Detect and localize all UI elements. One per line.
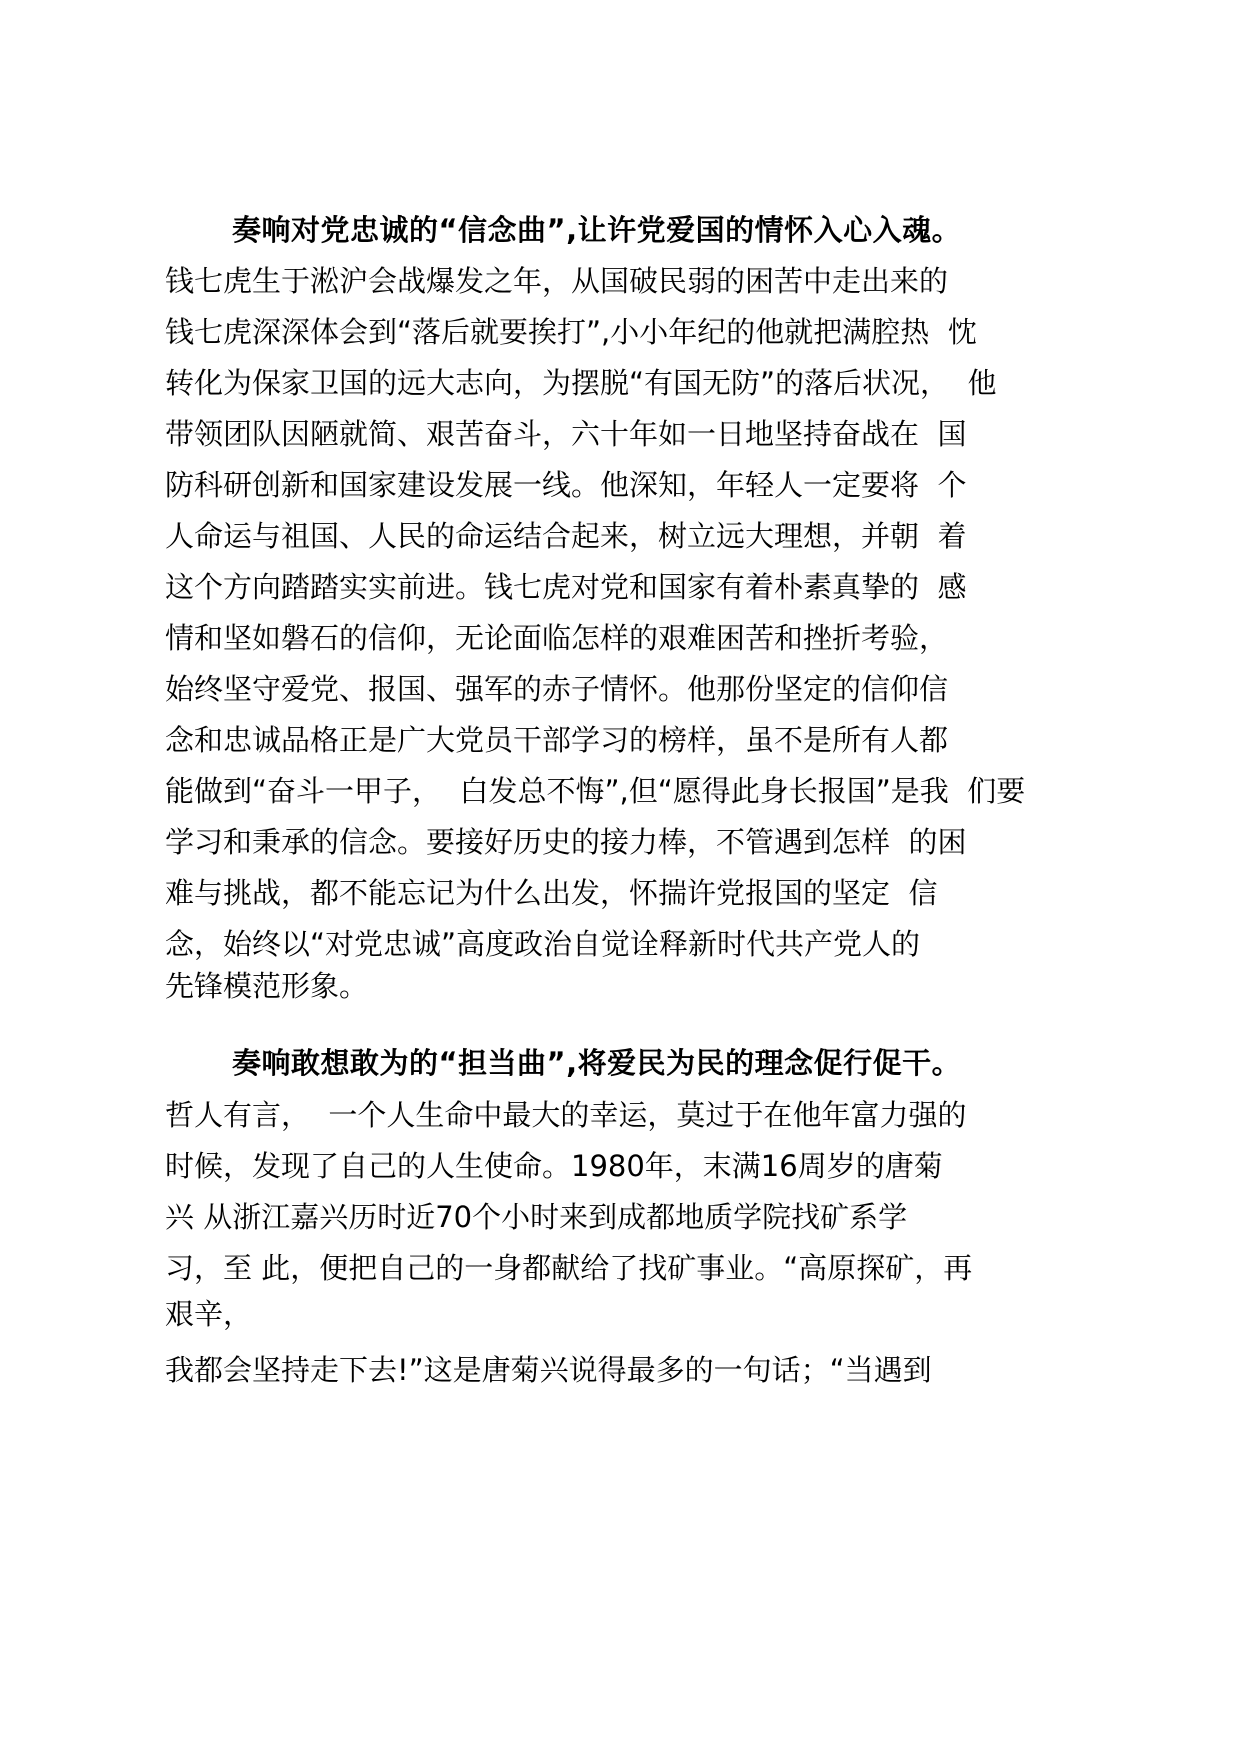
section2-line-5: 艰辛，: [165, 1297, 253, 1331]
section1-line-5: 防科研创新和国家建设发展一线。他深知，年轻人一定要将 个: [165, 468, 967, 502]
section1-line-15: 先锋模范形象。: [165, 969, 369, 1003]
section1-line-4: 带领团队因陋就简、艰苦奋斗，六十年如一日地坚持奋战在 国: [165, 417, 967, 451]
section1-line-1: 钱七虎生于淞沪会战爆发之年，从国破民弱的困苦中走出来的: [165, 264, 949, 298]
section2-heading: 奏响敢想敢为的“担当曲”,将爱民为民的理念促行促干。: [232, 1046, 962, 1080]
section1-line-10: 念和忠诚品格正是广大党员干部学习的榜样，虽不是所有人都: [165, 723, 949, 757]
section1-line-13: 难与挑战，都不能忘记为什么出发，怀揣许党报国的坚定 信: [165, 876, 938, 910]
section2-line-1: 哲人有言， 一个人生命中最大的幸运，莫过于在他年富力强的: [165, 1098, 967, 1132]
section1-line-3: 转化为保家卫国的远大志向，为摆脱“有国无防”的落后状况， 他: [165, 366, 997, 400]
section2-line-6: 我都会坚持走下去!”这是唐菊兴说得最多的一句话；“当遇到: [165, 1353, 932, 1387]
section1-heading: 奏响对党忠诚的“信念曲”,让许党爱国的情怀入心入魂。: [232, 213, 962, 247]
section1-line-8: 情和坚如磐石的信仰，无论面临怎样的艰难困苦和挫折考验，: [165, 621, 949, 655]
section1-line-11: 能做到“奋斗一甲子， 白发总不悔”,但“愿得此身长报国”是我 们要: [165, 774, 1026, 808]
section1-line-6: 人命运与祖国、人民的命运结合起来，树立远大理想，并朝 着: [165, 519, 967, 553]
section2-line-3: 兴 从浙江嘉兴历时近70个小时来到成都地质学院找矿系学: [165, 1200, 908, 1234]
section1-line-12: 学习和秉承的信念。要接好历史的接力棒，不管遇到怎样 的困: [165, 825, 967, 859]
section2-line-4: 习，至 此，便把自己的一身都献给了找矿事业。“高原探矿，再: [165, 1251, 973, 1285]
section1-line-14: 念，始终以“对党忠诚”高度政治自觉诠释新时代共产党人的: [165, 927, 921, 961]
section2-line-2: 时候，发现了自己的人生使命。1980年，末满16周岁的唐菊: [165, 1149, 943, 1183]
section1-line-9: 始终坚守爱党、报国、强军的赤子情怀。他那份坚定的信仰信: [165, 672, 949, 706]
section1-line-2: 钱七虎深深体会到“落后就要挨打”,小小年纪的他就把满腔热 忱: [165, 315, 977, 349]
section1-line-7: 这个方向踏踏实实前进。钱七虎对党和国家有着朴素真挚的 感: [165, 570, 967, 604]
